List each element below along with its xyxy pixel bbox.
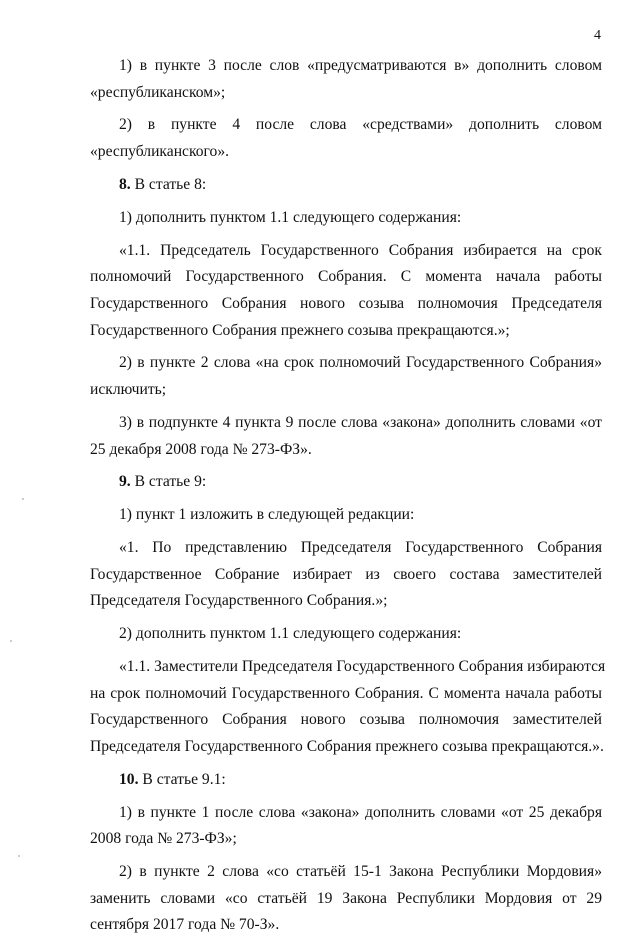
line-text: В статье 9.1: — [142, 770, 226, 788]
line-text: 2) в пункте 4 после слова «средствами» дополнить словом — [119, 116, 602, 134]
text-line — [90, 437, 602, 464]
text-line — [90, 562, 602, 589]
text-line — [90, 469, 602, 496]
line-text: «1.1. Заместители Председателя Государственного Собрания избираются — [119, 658, 606, 676]
line-text: «республиканском»; — [90, 83, 226, 101]
text-line — [90, 377, 602, 404]
text-line — [90, 502, 602, 529]
text-line — [90, 318, 602, 345]
text-line — [90, 826, 602, 853]
line-text: сентября 2017 года № 70-З». — [90, 916, 280, 934]
line-text: В статье 9: — [134, 473, 207, 491]
paragraph — [90, 767, 602, 794]
line-text: В статье 8: — [134, 175, 207, 193]
scan-speck — [22, 498, 24, 500]
paragraph — [90, 410, 602, 463]
text-line — [90, 681, 602, 708]
document-body — [90, 53, 606, 939]
line-text: полномочий Государственного Собрания. С момента начала работы — [90, 268, 602, 286]
article-number: 10. — [119, 770, 139, 788]
text-line — [90, 291, 602, 318]
text-line — [90, 588, 602, 615]
paragraph — [90, 859, 602, 939]
line-text: Государственного Собрания нового созыва полномочия заместителей — [90, 711, 602, 729]
line-text: 1) пункт 1 изложить в следующей редакции: — [119, 506, 415, 524]
line-text: Государственного Собрания нового созыва полномочия Председателя — [90, 294, 602, 312]
line-text: Председателя Государственного Собрания.»; — [90, 592, 388, 610]
paragraph — [90, 469, 602, 496]
line-text: 1) в пункте 1 после слова «закона» дополнить словами «от 25 декабря — [119, 803, 602, 821]
text-line — [90, 535, 602, 562]
line-text: «республиканского». — [90, 143, 230, 161]
paragraph — [90, 172, 602, 199]
text-line — [90, 53, 602, 80]
paragraph — [90, 112, 602, 165]
line-text: 3) в подпункте 4 пункта 9 после слова «закона» дополнить словами «от — [119, 413, 602, 431]
article-number: 8. — [119, 175, 131, 193]
scan-speck — [18, 855, 20, 857]
line-text: «1. По представлению Председателя Государственного Собрания — [119, 539, 602, 557]
text-line — [90, 238, 602, 265]
paragraph — [90, 205, 602, 232]
text-line — [90, 912, 602, 939]
paragraph — [90, 535, 602, 615]
paragraph — [90, 621, 602, 648]
text-line — [90, 410, 602, 437]
text-line — [90, 139, 602, 166]
line-text: 1) дополнить пунктом 1.1 следующего содержания: — [119, 208, 462, 226]
line-text: 2) в пункте 2 слова «со статьёй 15-1 Закона Республики Мордовия» — [119, 863, 602, 881]
line-text: 2008 года № 273-ФЗ»; — [90, 830, 237, 848]
text-line — [90, 886, 602, 913]
line-text: Председателя Государственного Собрания прежнего созыва прекращаются.». — [90, 737, 604, 755]
paragraph — [90, 238, 602, 344]
text-line — [90, 800, 602, 827]
text-line — [90, 859, 602, 886]
line-text: «1.1. Председатель Государственного Собрания избирается на срок — [119, 241, 602, 259]
text-line — [90, 350, 602, 377]
text-line — [90, 707, 602, 734]
paragraph — [90, 350, 602, 403]
paragraph — [90, 53, 602, 106]
text-line — [90, 734, 602, 761]
scan-speck — [10, 640, 12, 642]
line-text: 1) в пункте 3 после слов «предусматриваются в» дополнить словом — [119, 57, 602, 74]
line-text: исключить; — [90, 381, 167, 399]
line-text: заменить словами «со статьёй 19 Закона Республики Мордовия от 29 — [90, 889, 602, 907]
page-number: 4 — [594, 28, 601, 43]
text-line — [90, 767, 602, 794]
text-line — [90, 80, 602, 107]
line-text: 25 декабря 2008 года № 273-ФЗ». — [90, 440, 312, 458]
paragraph — [90, 654, 606, 760]
line-text: Государственного Собрания прежнего созыва прекращаются.»; — [90, 321, 510, 339]
line-text: на срок полномочий Государственного Собрания. С момента начала работы — [90, 684, 602, 702]
line-text: 2) в пункте 2 слова «на срок полномочий Государственного Собрания» — [119, 354, 602, 372]
line-text: 2) дополнить пунктом 1.1 следующего содержания: — [119, 625, 462, 643]
text-line — [90, 654, 606, 681]
line-text: Государственное Собрание избирает из своего состава заместителей — [90, 565, 602, 583]
text-line — [90, 112, 602, 139]
text-line — [90, 205, 602, 232]
paragraph — [90, 502, 602, 529]
paragraph — [90, 800, 602, 853]
text-line — [90, 172, 602, 199]
text-line — [90, 264, 602, 291]
article-number: 9. — [119, 473, 131, 491]
text-line — [90, 621, 602, 648]
